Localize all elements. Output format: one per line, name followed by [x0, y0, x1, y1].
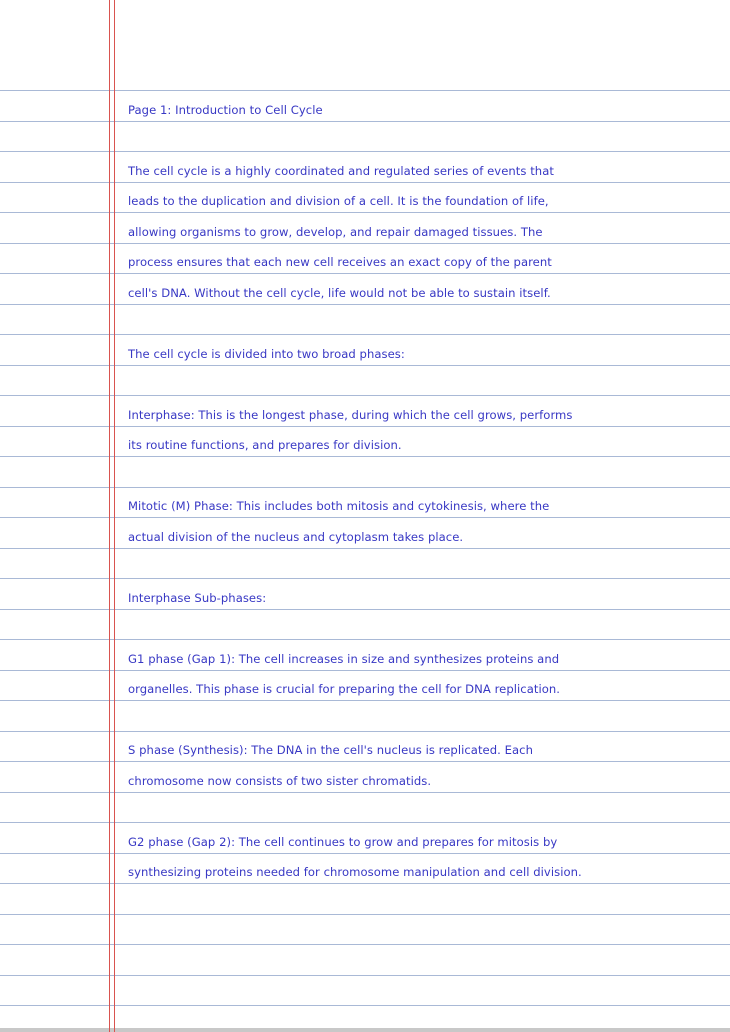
text-line: The cell cycle is a highly coordinated and regulated series of events that	[128, 164, 554, 178]
text-line: Interphase: This is the longest phase, during which the cell grows, performs	[128, 408, 573, 422]
text-line: organelles. This phase is crucial for preparing the cell for DNA replication.	[128, 682, 561, 696]
margin-line-right	[114, 0, 115, 1032]
text-line: Mitotic (M) Phase: This includes both mitosis and cytokinesis, where the	[128, 499, 550, 513]
text-line: its routine functions, and prepares for division.	[128, 438, 402, 452]
text-line: chromosome now consists of two sister chromatids.	[128, 774, 432, 788]
text-line: G1 phase (Gap 1): The cell increases in size and synthesizes proteins and	[128, 652, 560, 666]
text-line: Interphase Sub-phases:	[128, 591, 267, 605]
text-line: leads to the duplication and division of a cell. It is the foundation of life,	[128, 194, 549, 208]
text-line: The cell cycle is divided into two broad phases:	[128, 347, 405, 361]
text-line: G2 phase (Gap 2): The cell continues to grow and prepares for mitosis by	[128, 835, 558, 849]
text-line: actual division of the nucleus and cytoplasm takes place.	[128, 530, 464, 544]
text-line: Page 1: Introduction to Cell Cycle	[128, 103, 323, 117]
text-line: synthesizing proteins needed for chromosome manipulation and cell division.	[128, 865, 582, 879]
text-line: cell's DNA. Without the cell cycle, life would not be able to sustain itself.	[128, 286, 551, 300]
text-line: S phase (Synthesis): The DNA in the cell's nucleus is replicated. Each	[128, 743, 533, 757]
margin-line-left	[109, 0, 110, 1032]
text-line: process ensures that each new cell receives an exact copy of the parent	[128, 255, 552, 269]
text-line: allowing organisms to grow, develop, and repair damaged tissues. The	[128, 225, 543, 239]
